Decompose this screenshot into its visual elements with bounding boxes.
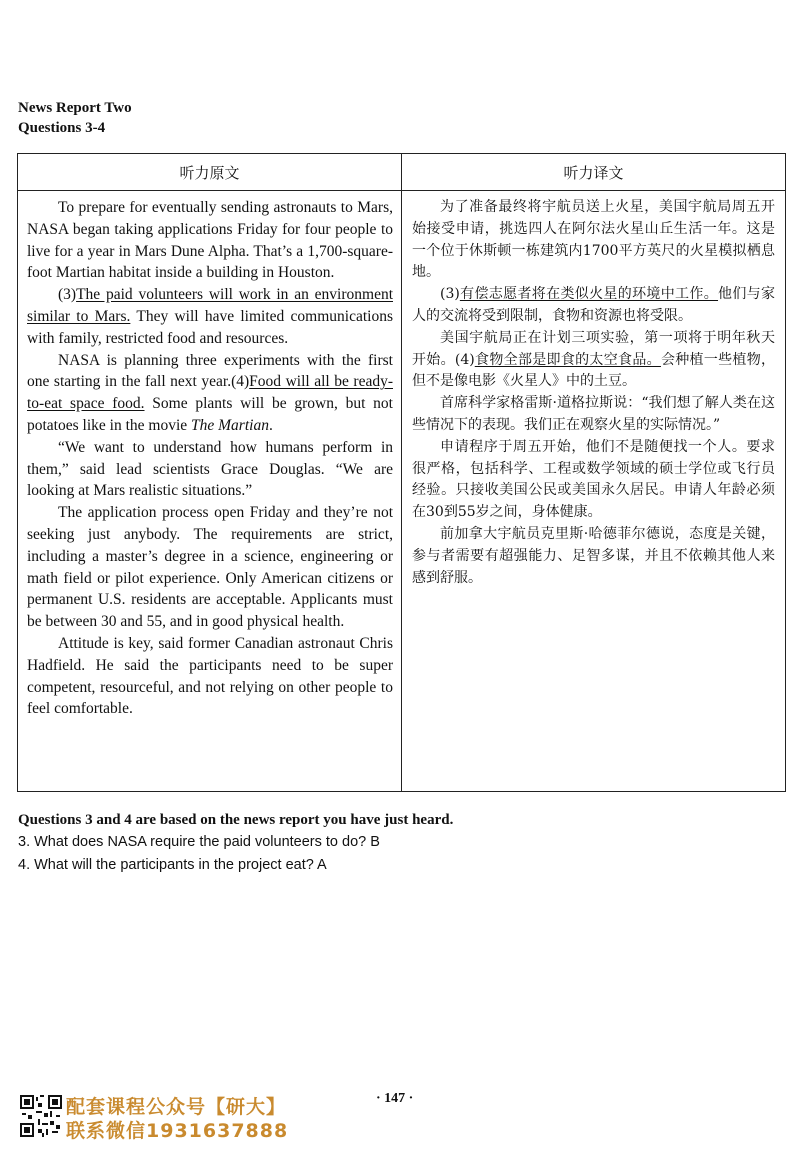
page-number: · 147 · [376,1091,414,1106]
cn-paragraph-6: 前加拿大宇航员克里斯·哈德菲尔德说，态度是关键，参与者需要有超强能力、足智多谋，并且不依赖其他人来感到舒服。 [412,525,775,586]
en-paragraph-5: The application process open Friday and they’re not seeking just anybody. The requirements are strict, including a master’s degree in a science, engineering or math field or pilot experience. Only American citizens or permanent U.S. residents are acceptable. Applicants must be between 30 and 55, and in good physical health. [27,504,393,631]
watermark-line-2: 联系微信1931637888 [66,1120,289,1142]
transcript-table [17,153,786,792]
cn-paragraph-4: 首席科学家格雷斯·道格拉斯说：“我们想了解人类在这些情况下的表现。我们正在观察火星的实际情况。” [412,395,775,433]
question-marker: (3) [440,286,460,303]
question-marker: (4) [454,351,475,368]
question-marker: (3) [58,286,77,304]
en-paragraph-3 [27,350,393,437]
en-paragraph-3-end: . [268,416,273,434]
en-paragraph-3-start: NASA is planning three experiments with the first one starting in the fall next year. [27,351,393,391]
translation-header: 听力译文 [402,154,786,191]
answer-underline-3-cn: 有偿志愿者将在类似火星的环境中工作。 [459,286,719,303]
questions-title: Questions 3 and 4 are based on the news report you have just heard. [18,812,454,828]
section-title: News Report Two [18,100,132,116]
original-header: 听力原文 [18,154,402,191]
qr-code-icon [20,1095,62,1137]
answer-underline-3: The paid volunteers will work in an environment similar to Mars. [27,286,393,325]
question-3: 3. What does NASA require the paid volunteers to do? B [18,834,380,850]
movie-title: The Martian [191,416,269,434]
en-paragraph-4: “We want to understand how humans perform in them,” said lead scientists Grace Douglas. “We are looking at Mars realistic situations.” [27,438,393,500]
cn-paragraph-1: 为了准备最终将宇航员送上火星，美国宇航局周五开始接受申请，挑选四人在阿尔法火星山丘生活一年。这是一个位于休斯顿一栋建筑内1700平方英尺的火星模拟栖息地。 [412,199,775,281]
english-transcript [18,191,402,792]
en-paragraph-3-rest: Some plants will be grown, but not potatoes like in the movie [27,395,393,434]
en-paragraph-6: Attitude is key, said former Canadian astronaut Chris Hadfield. He said the participants need to be super competent, resourceful, and not relying on other people to feel comfortable. [27,634,393,718]
answer-underline-4-cn: 食物全部是即食的太空食品。 [474,351,661,368]
chinese-translation [402,191,786,792]
questions-range: Questions 3-4 [18,120,106,136]
en-paragraph-1: To prepare for eventually sending astronauts to Mars, NASA began taking applications Friday for four people to live for a year in Mars Dune Alpha. That’s a 1,700-square-foot Martian habitat inside a building in Houston. [27,199,393,282]
cn-paragraph-2 [412,284,775,328]
cn-paragraph-2-rest: 他们与家人的交流将受到限制，食物和资源也将受限。 [412,286,776,324]
answer-underline-4: Food will all be ready-to-eat space food. [27,373,393,413]
question-4: 4. What will the participants in the project eat? A [18,857,327,873]
cn-paragraph-3-start: 美国宇航局正在计划三项实验，第一项将于明年秋天开始。 [412,329,775,368]
cn-paragraph-3 [412,328,775,393]
cn-paragraph-5: 申请程序于周五开始，他们不是随便找一个人。要求很严格，包括科学、工程或数学领域的硕士学位或飞行员经验。只接收美国公民或美国永久居民。申请人年龄必须在30到55岁之间，身体健康。 [412,438,775,521]
en-paragraph-2 [27,284,393,349]
watermark-line-1: 配套课程公众号【研大】 [66,1096,287,1118]
en-paragraph-2-rest: They will have limited communications with family, restricted food and resources. [27,307,393,347]
question-marker: (4) [231,373,250,391]
cn-paragraph-3-rest: 会种植一些植物，但不是像电影《火星人》中的土豆。 [412,351,776,390]
